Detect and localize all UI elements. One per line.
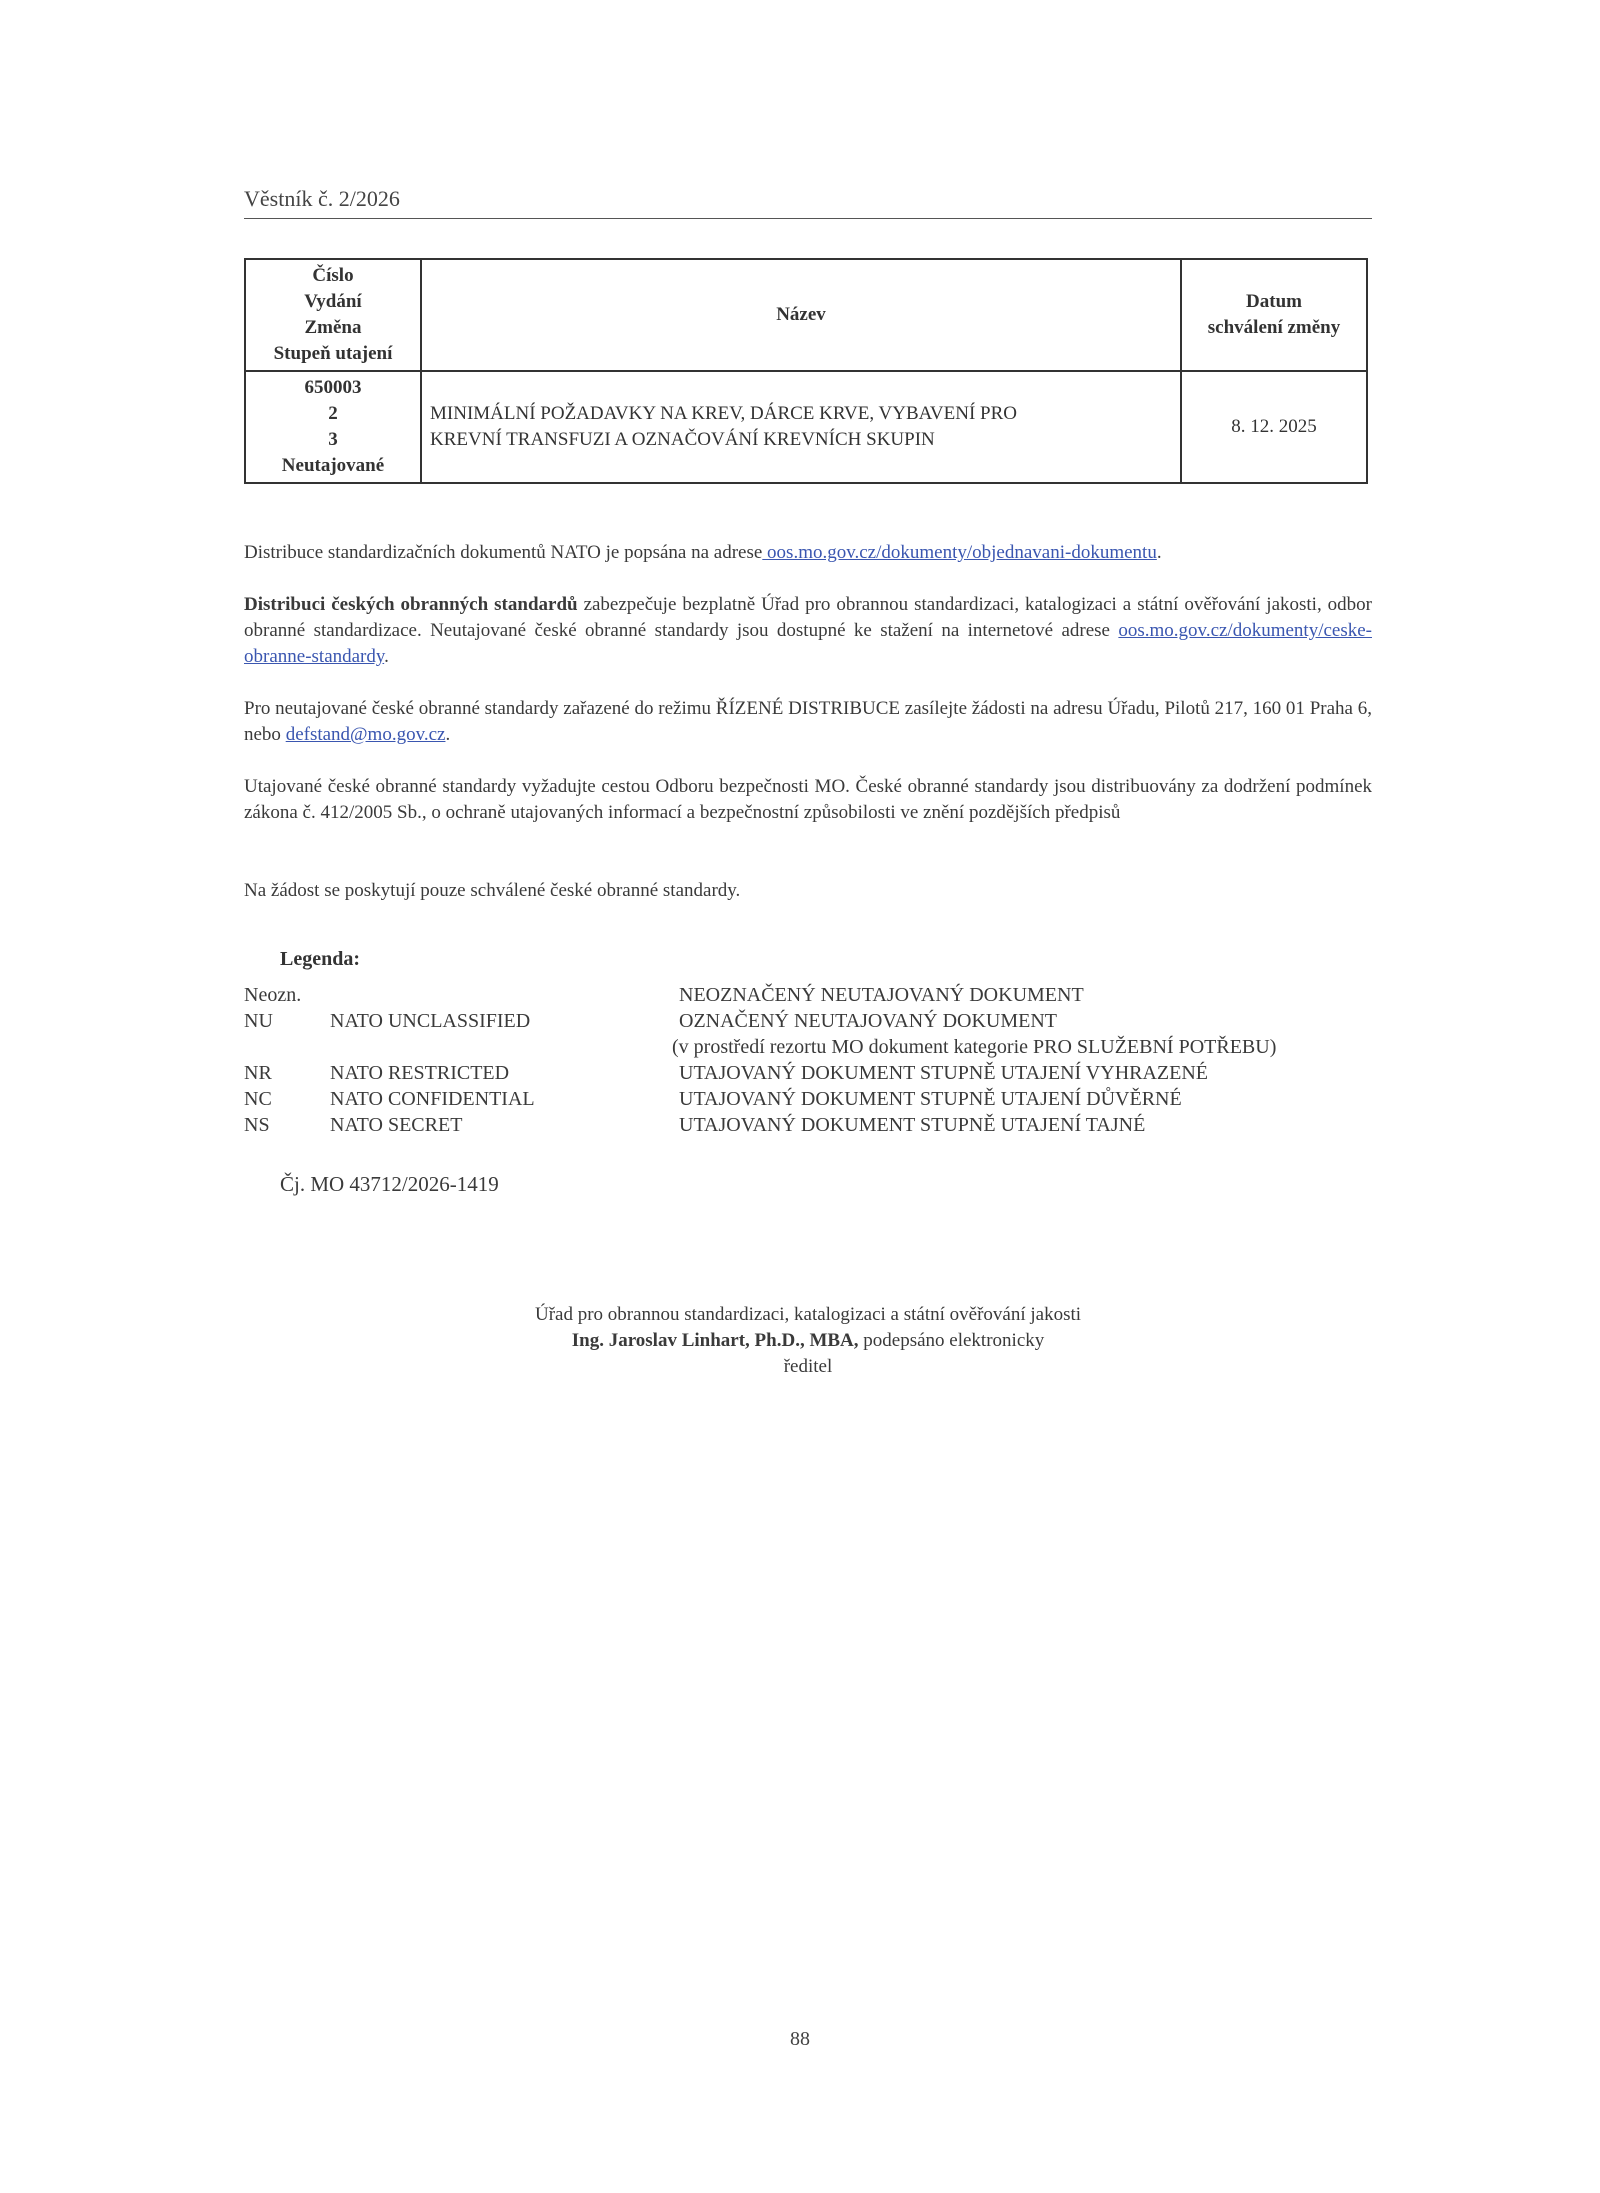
link-czech-standards[interactable]: oos.mo.gov.cz/dokumenty/ceske-obranne-standardy [244, 620, 1372, 667]
header-nazev: Název [421, 259, 1181, 371]
stupen-value: Neutajované [281, 455, 385, 476]
legend-row: (v prostředí rezortu MO dokument kategorie PRO SLUŽEBNÍ POTŘEBU) [672, 1036, 1277, 1058]
header-datum: Datum schválení změny [1181, 259, 1367, 371]
header-cislo: Číslo Vydání Změna Stupeň utajení [245, 259, 421, 371]
page-header [244, 186, 1372, 219]
legend-row: NU NATO UNCLASSIFIED OZNAČENÝ NEUTAJOVANÝ DOKUMENT [244, 1010, 1058, 1032]
link-nato-documents[interactable]: oos.mo.gov.cz/dokumenty/objednavani-dokumentu [762, 542, 1157, 563]
link-defstand-email[interactable]: defstand@mo.gov.cz [285, 724, 446, 745]
legend-row: NC NATO CONFIDENTIAL UTAJOVANÝ DOKUMENT STUPNĚ UTAJENÍ DŮVĚRNÉ [244, 1088, 1182, 1110]
cislo-value: 650003 [304, 377, 362, 398]
paragraph-czech-standards: Distribuci českých obranných standardů zabezpečuje bezplatně Úřad pro obrannou standardizaci, katalogizaci a státní ověřování jakosti, odbor obranné standardizace. Neutajované české obranné standardy jsou dostupné ke stažení na internetové adrese oos.mo.gov.cz/dokumenty/ceske-obranne-standardy. [244, 594, 1373, 667]
paragraph-on-request: Na žádost se poskytují pouze schválené české obranné standardy. [244, 880, 741, 901]
vydani-value: 2 [328, 403, 338, 424]
legend-row: NR NATO RESTRICTED UTAJOVANÝ DOKUMENT STUPNĚ UTAJENÍ VYHRAZENÉ [244, 1062, 1209, 1084]
table-row [245, 371, 1367, 483]
zmena-value: 3 [328, 429, 338, 450]
legend-title: Legenda: [280, 948, 360, 970]
signature-role: ředitel [783, 1356, 833, 1377]
signature-name-line: Ing. Jaroslav Linhart, Ph.D., MBA, podepsáno elektronicky [571, 1330, 1045, 1351]
signatory-name: Ing. Jaroslav Linhart, Ph.D., MBA, [571, 1330, 859, 1351]
bulletin-title: Věstník č. 2/2026 [244, 186, 400, 211]
cell-datum: 8. 12. 2025 [1181, 371, 1367, 483]
cell-cislo [245, 371, 421, 483]
signature-office: Úřad pro obrannou standardizaci, katalogizaci a státní ověřování jakosti [534, 1304, 1082, 1325]
legend-row: Neozn. NEOZNAČENÝ NEUTAJOVANÝ DOKUMENT [244, 984, 1084, 1006]
paragraph-nato-distribution: Distribuce standardizačních dokumentů NATO je popsána na adrese oos.mo.gov.cz/dokumenty/objednavani-dokumentu. [244, 542, 1162, 563]
standards-table [244, 258, 1368, 484]
legend-row: NS NATO SECRET UTAJOVANÝ DOKUMENT STUPNĚ UTAJENÍ TAJNÉ [244, 1114, 1146, 1136]
page-number: 88 [790, 2028, 810, 2050]
paragraph-classified-standards: Utajované české obranné standardy vyžadujte cestou Odboru bezpečnosti MO. České obranné standardy jsou distribuovány za dodržení podmínek zákona č. 412/2005 Sb., o ochraně utajovaných informací a bezpečnostní způsobilosti ve znění pozdějších předpisů [244, 776, 1372, 823]
table-header-row [245, 259, 1367, 371]
cell-nazev: MINIMÁLNÍ POŽADAVKY NA KREV, DÁRCE KRVE, VYBAVENÍ PRO KREVNÍ TRANSFUZI A OZNAČOVÁNÍ KREVNÍCH SKUPIN [421, 371, 1181, 483]
reference-number: Čj. MO 43712/2026-1419 [280, 1172, 499, 1196]
paragraph-controlled-distribution: Pro neutajované české obranné standardy zařazené do režimu ŘÍZENÉ DISTRIBUCE zasílejte žádosti na adresu Úřadu, Pilotů 217, 160 01 Praha 6, nebo defstand@mo.gov.cz. [244, 698, 1372, 745]
